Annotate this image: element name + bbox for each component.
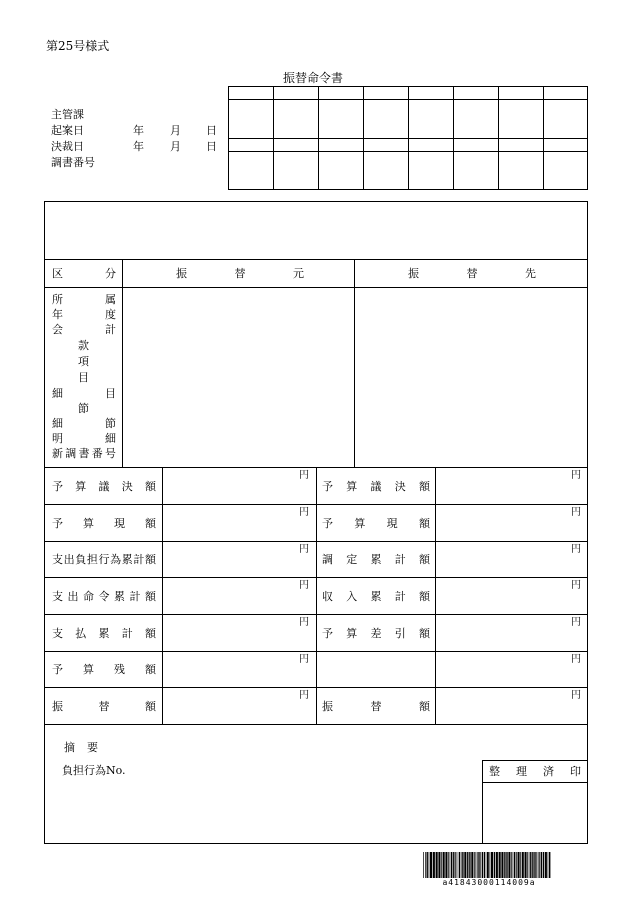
kian-day-label: 日 xyxy=(206,124,217,137)
yen-mark: 円 xyxy=(299,507,309,518)
yen-mark: 円 xyxy=(571,654,581,665)
amount-label-right: 予 算 差 引 額 xyxy=(322,627,430,640)
barcode-number: a41843000114009a xyxy=(442,878,536,887)
seiri-sumi-label: 整 理 済 印 xyxy=(489,765,581,778)
amount-label-left: 振 替 額 xyxy=(52,700,156,713)
kian-date-label: 起案日 xyxy=(51,124,84,137)
yen-mark: 円 xyxy=(571,690,581,701)
amount-label-right: 予 算 議 決 額 xyxy=(322,480,430,493)
amount-label-right: 収 入 累 計 額 xyxy=(322,590,430,603)
amount-label-right: 振 替 額 xyxy=(322,700,430,713)
yen-mark: 円 xyxy=(571,470,581,481)
yen-mark: 円 xyxy=(299,470,309,481)
amount-label-left: 支 払 累 計 額 xyxy=(52,627,156,640)
kou-label: 項 xyxy=(78,355,89,368)
amount-label-right: 調 定 累 計 額 xyxy=(322,553,430,566)
yen-mark: 円 xyxy=(571,617,581,628)
kian-year-label: 年 xyxy=(133,124,144,137)
yen-mark: 円 xyxy=(571,580,581,591)
tekiyo-label: 摘 要 xyxy=(64,741,98,754)
shozoku-label: 所 属 xyxy=(52,293,116,306)
furikae-saki-label: 振 替 先 xyxy=(408,267,536,280)
moku-label: 目 xyxy=(78,371,89,384)
kubun-label: 区 分 xyxy=(52,267,116,280)
kan-label: 款 xyxy=(78,339,89,352)
yen-mark: 円 xyxy=(299,690,309,701)
yen-mark: 円 xyxy=(571,507,581,518)
yen-mark: 円 xyxy=(299,544,309,555)
seiri-stamp-area[interactable] xyxy=(483,783,587,843)
amount-label-left: 予 算 残 額 xyxy=(52,663,156,676)
amount-label-right: 予 算 現 額 xyxy=(322,517,430,530)
kaikei-label: 会 計 xyxy=(52,323,116,336)
setsu-label: 節 xyxy=(78,402,89,415)
kessai-year-label: 年 xyxy=(133,140,144,153)
amount-label-left: 予 算 議 決 額 xyxy=(52,480,156,493)
barcode xyxy=(423,852,553,878)
yen-mark: 円 xyxy=(299,617,309,628)
saimoku-label: 細 目 xyxy=(52,387,116,400)
amount-label-left: 支 出 負 担 行 為 累 計 額 xyxy=(52,553,156,566)
amount-label-left: 予 算 現 額 xyxy=(52,517,156,530)
yen-mark: 円 xyxy=(571,544,581,555)
furikae-moto-label: 振 替 元 xyxy=(176,267,304,280)
kessai-date-label: 決裁日 xyxy=(51,140,84,153)
kessai-month-label: 月 xyxy=(170,140,181,153)
yen-mark: 円 xyxy=(299,654,309,665)
yen-mark: 円 xyxy=(299,580,309,591)
shin-chousho-bango-label: 新 調 書 番 号 xyxy=(52,447,116,460)
kessai-day-label: 日 xyxy=(206,140,217,153)
saisetsu-label: 細 節 xyxy=(52,417,116,430)
futan-koui-label: 負担行為No. xyxy=(62,764,126,777)
shukanka-label: 主管課 xyxy=(51,108,84,121)
nendo-label: 年 度 xyxy=(52,308,116,321)
form-title: 振替命令書 xyxy=(283,71,344,85)
amount-label-left: 支 出 命 令 累 計 額 xyxy=(52,590,156,603)
kian-month-label: 月 xyxy=(170,124,181,137)
meisai-label: 明 細 xyxy=(52,432,116,445)
chousho-bango-label: 調書番号 xyxy=(51,156,95,169)
form-number: 第25号様式 xyxy=(46,39,110,53)
